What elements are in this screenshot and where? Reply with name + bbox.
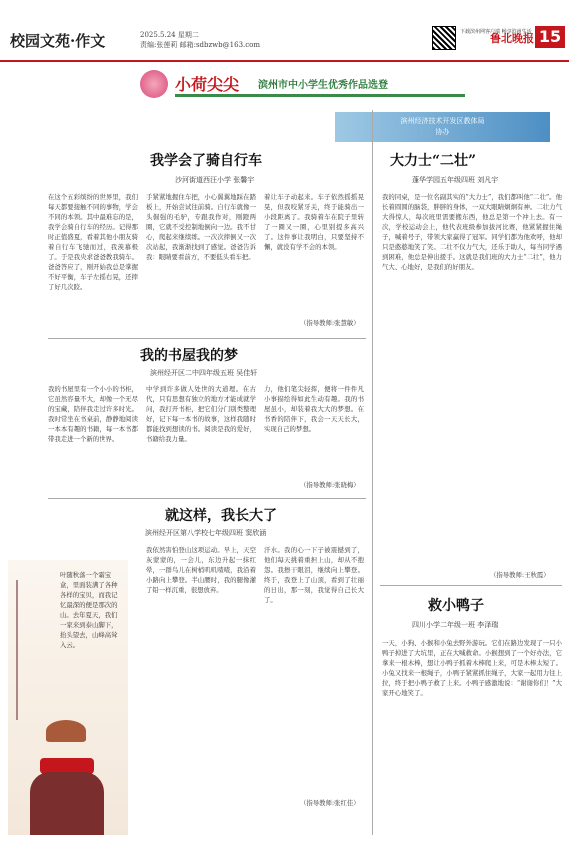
hat-illustration: [46, 720, 86, 742]
column-subtitle: 滨州市中小学生优秀作品选登: [258, 80, 388, 91]
article2-editor: （指导教师:张晓梅）: [300, 481, 360, 489]
article2-col3: 力，他们笔尖轻挥，便将一件件凡小事描绘得如此生动有趣。我的书屋虽小，却装着我大大的梦想。在书香的陪伴下，我会一天天长大，实现自己的梦想。: [264, 385, 364, 433]
article3-col1: 我依然害怕登山这项运动。早上，天空灰蒙蒙的，一会儿，东边升起一抹红晕，一群鸟儿在树梢叽叽喳喳，我沿着小路向上攀登。半山腰时，我的腿像灌了铅一样沉重，很想放弃。: [146, 546, 256, 594]
coat-illustration: [30, 772, 104, 835]
divider: [380, 585, 562, 586]
divider: [48, 338, 366, 339]
editor-contact: 责编:张莲莉 邮箱:sdbzwb@163.com: [140, 41, 261, 49]
sponsor-org: 滨州经济技术开发区教体局: [400, 117, 485, 125]
page-number: 15: [535, 26, 565, 48]
divider: [48, 498, 366, 499]
article2-title: 我的书屋我的梦: [140, 348, 238, 364]
date-line: [140, 30, 260, 50]
section-title: 校园文苑·作文: [10, 32, 106, 50]
article5-byline: 四川小学二年级一班 李泽瑞: [412, 621, 499, 629]
article2-col2: 中学到许多做人处世的大道理。在古代，只有思想有独立的地方才能成就学问，我打开书柜，把它们分门别类整理好，记下每一本书的故事，这样我随时都能找到想读的书。阅读是我的爱好，书籍给我力量。: [146, 385, 256, 443]
article1-col1: 在这个五彩缤纷的世界里，我们每天都要接触不同的事物，学会不同的本领。其中最难忘的是，我学会骑自行车的经历。记得那时正值盛夏，看着其他小朋友骑着自行车飞驰而过，我羡慕极了。于是我央求爸爸教我骑车。爸爸答应了，刚开始我总是掌握不好平衡，车子左摇右晃，还摔了好几次跤。: [48, 193, 138, 291]
sponsor-role: 协办: [435, 128, 450, 136]
newspaper-logo: 鲁北晚报: [490, 32, 534, 45]
article5-title: 救小鸭子: [428, 598, 484, 614]
app-slogan: 下载滨州网客户端 畅享滨州生活: [460, 29, 532, 35]
article3-intro: 叶随秋落一个霜宝盒，里面装满了各种各样的宝贝，而我记忆最深的便是那次的山。去年夏天，我们一家来到泰山脚下，抬头望去，山峰高耸入云。: [60, 571, 118, 649]
issue-date: 2025.5.24 星期二: [140, 31, 199, 39]
article2-col1: 我的书屋里有一个小小的书柜，它虽然容量不大，却像一个无尽的宝藏，陪伴我走过许多时光。我时常坐在书桌前，静静地阅读一本本有趣的书籍，每一本书都带我走进一个新的世界。: [48, 385, 138, 443]
article4-byline: 蓬华学园五年级四班 刘凡宇: [412, 176, 499, 184]
article3-col2: 汗水。我的心一下子被震撼到了，他们每天挑着重担上山，却从不抱怨。我擦干眼泪，继续向上攀登。终于，我登上了山顶，看到了壮丽的日出，那一刻，我觉得自己长大了。: [264, 546, 364, 604]
sponsor-box: [335, 112, 550, 142]
column-name: 小荷尖尖: [175, 75, 240, 94]
article3-editor: （指导教师:张红佳）: [300, 799, 360, 807]
article4-title: 大力士“二壮”: [390, 153, 477, 169]
article4-editor: （指导教师:王秋霞）: [490, 571, 550, 579]
banner-rule: [175, 94, 465, 97]
article2-byline: 滨州经开区二中四年级五班 吴佳轩: [150, 369, 258, 377]
article1-col2: 手紧紧地握住车把，小心翼翼地踩在踏板上，开始尝试往前骑。自行车就像一头倔强的毛驴，专跟我作对，刚蹬两圈，它就不受控制地倒向一边。我不甘心，爬起来继续练。一次次摔倒又一次次站起，我渐渐找到了感觉。爸爸告诉我：眼睛要看前方，不要低头看车把。: [146, 193, 256, 261]
column-divider: [372, 110, 373, 835]
article3-byline: 滨州经开区第八学校七年级四班 窦欣涵: [145, 529, 267, 537]
article3-title: 就这样，我长大了: [165, 508, 277, 524]
tree-illustration: [16, 580, 56, 720]
article1-title: 我学会了骑自行车: [150, 153, 262, 169]
masthead: [0, 0, 569, 62]
qr-code-icon: [432, 26, 456, 50]
article1-editor: （指导教师:张慧敏）: [300, 319, 360, 327]
lotus-icon: [140, 70, 168, 98]
article1-col3: 着让车子动起来。车子依然摇摇晃晃，但我咬紧牙关，终于能骑出一小段距离了。我骑着车在院子里转了一圈又一圈，心里别提多高兴了。这件事让我明白，只要坚持不懈，就没有学不会的本领。: [264, 193, 364, 251]
article5-body: 一天，小狗、小猴和小兔去野外游玩。它们在路边发现了一只小鸭子掉进了大坑里，正在大喊救命。小猴想到了一个好办法，它拿来一根木棒，想让小鸭子抓着木棒爬上来，可是木棒太短了。小兔又找来一根绳子，小鸭子紧紧抓住绳子，大家一起用力往上拉，终于把小鸭子救了上来。小鸭子感激地说：“谢谢你们！”大家开心地笑了。: [382, 639, 562, 697]
article1-byline: 沙河街道西汪小学 张馨宇: [175, 176, 255, 184]
article4-body: 我的同桌，是一位名副其实的“大力士”，我们都叫他“二壮”。他长着圆圆的脑袋，胖胖的身体，一双大眼睛炯炯有神。二壮力气大得惊人，每次班里需要搬东西，他总是第一个冲上去。有一次，学校运动会上，他代表班级参加拔河比赛，他紧紧握住绳子，喊着号子，带领大家赢得了冠军。同学们都为他欢呼，他却只是憨憨地笑了笑。二壮不仅力气大，还乐于助人，每当同学遇到困难，他总是伸出援手。这就是我们班的大力士“二壮”，他力气大、心地好，是我们的好朋友。: [382, 193, 562, 271]
column-banner: [140, 70, 470, 100]
